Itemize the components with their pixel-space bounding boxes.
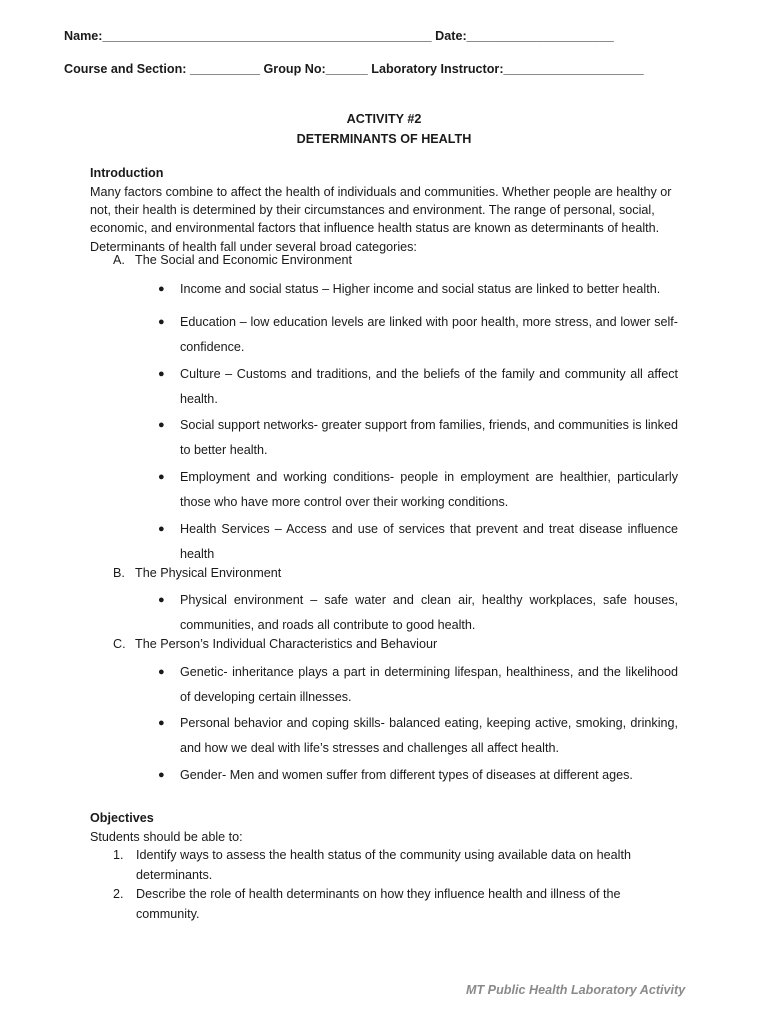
list-item: ● Employment and working conditions- people in employment are healthier, particularly those who have more control over their working conditions. (158, 465, 678, 515)
category-label: B. (113, 566, 125, 580)
objectives-heading: Objectives (90, 811, 154, 825)
list-item: ● Income and social status – Higher income and social status are linked to better health. (158, 277, 678, 302)
category-label: C. (113, 637, 126, 651)
objective-item: 1. Identify ways to assess the health status of the community using available data on health determinants. (113, 848, 631, 882)
category-title: The Physical Environment (135, 566, 282, 580)
list-item: ● Social support networks- greater support from families, friends, and communities is linked to better health. (158, 413, 678, 463)
page-footer: MT Public Health Laboratory Activity (466, 983, 686, 997)
list-item: ● Education – low education levels are linked with poor health, more stress, and lower self-confidence. (158, 310, 678, 360)
list-item: ● Gender- Men and women suffer from different types of diseases at different ages. (158, 763, 678, 788)
list-item: ● Physical environment – safe water and clean air, healthy workplaces, safe houses, communities, and roads all contribute to good health. (158, 588, 678, 638)
course-section-line: Course and Section: __________ Group No:______ Laboratory Instructor:____________________ (64, 62, 644, 76)
bullet-icon: ● (158, 316, 165, 328)
bullet-icon: ● (158, 594, 165, 606)
category-a (113, 253, 352, 267)
name-date-line: Name:_______________________________________________ Date:_____________________ (64, 29, 614, 43)
bullet-icon: ● (158, 769, 165, 781)
bullet-icon: ● (158, 666, 165, 678)
activity-title: DETERMINANTS OF HEALTH (296, 132, 472, 146)
introduction-paragraph: Many factors combine to affect the health of individuals and communities. Whether people are healthy or not, their health is determined by their circumstances and environment. The range of personal, social, economic, and environmental factors that influence health status are known as determinants of health. Determinants of health fall under several broad categories: (90, 185, 672, 254)
list-item: ● Genetic- inheritance plays a part in determining lifespan, healthiness, and the likelihood of developing certain illnesses. (158, 660, 678, 710)
category-b (113, 566, 281, 580)
list-item: ● Personal behavior and coping skills- balanced eating, keeping active, smoking, drinking, and how we deal with life’s stresses and challenges all affect health. (158, 711, 678, 761)
category-label: A. (113, 253, 125, 267)
bullet-icon: ● (158, 368, 165, 380)
introduction-heading: Introduction (90, 166, 164, 180)
category-title: The Person’s Individual Characteristics and Behaviour (135, 637, 438, 651)
bullet-icon: ● (158, 717, 165, 729)
bullet-icon: ● (158, 523, 165, 535)
bullet-icon: ● (158, 471, 165, 483)
category-title: The Social and Economic Environment (135, 253, 353, 267)
objective-item: 2. Describe the role of health determinants on how they influence health and illness of the community. (113, 887, 621, 921)
activity-number: ACTIVITY #2 (346, 112, 422, 126)
list-item: ● Health Services – Access and use of services that prevent and treat disease influence health (158, 517, 678, 567)
objectives-intro: Students should be able to: (90, 830, 243, 844)
bullet-icon: ● (158, 419, 165, 431)
category-c (113, 637, 437, 651)
bullet-icon: ● (158, 283, 165, 295)
list-item: ● Culture – Customs and traditions, and the beliefs of the family and community all affect health. (158, 362, 678, 412)
